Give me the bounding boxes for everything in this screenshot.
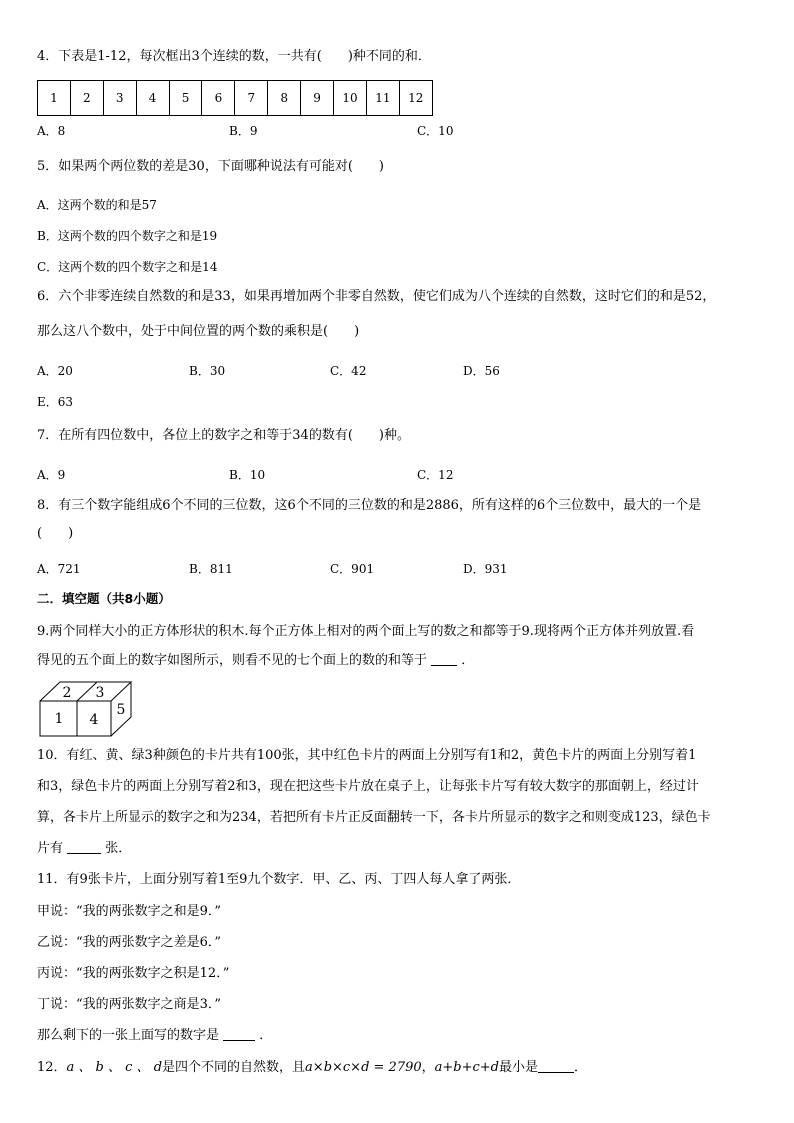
q12-vars: a 、 b 、 c 、 d [66,1060,163,1075]
q5-option-c: C．这两个数的四个数字之和是14 [37,260,218,274]
q5-stem: 5．如果两个两位数的差是30，下面哪种说法有可能对( ) [37,159,384,174]
q11-last-end: ． [259,1028,273,1043]
q6-option-c: C．42 [330,364,367,378]
q8-option-c: C．901 [330,562,375,576]
q11-yi: 乙说：“我的两张数字之差是6．” [37,935,222,950]
table-cell: 5 [169,81,202,116]
q7-stem: 7．在所有四位数中，各位上的数字之和等于34的数有( )种。 [37,428,410,443]
top-face-number: 2 [62,685,72,701]
q11-line-1: 11．有9张卡片，上面分别写着1至9九个数字．甲、乙、丙、丁四人每人拿了两张． [37,872,521,887]
q9-line-1: 9.两个同样大小的正方体形状的积木.每个正方体上相对的两个面上写的数之和都等于9.现将两个正方体并列放置.看 [37,624,695,639]
table-cell: 9 [301,81,334,116]
q7-option-b: B．10 [229,468,266,482]
q11-ding: 丁说：“我的两张数字之商是3．” [37,997,222,1012]
answer-blank[interactable] [67,840,101,854]
table-cell: 6 [202,81,235,116]
front-face-number: 1 [54,711,64,727]
table-cell: 12 [399,81,432,116]
answer-blank[interactable] [538,1059,574,1073]
q6-option-d: D．56 [463,364,500,378]
q8-option-a: A．721 [37,562,81,576]
q10-line-3: 算，各卡片上所显示的数字之和为234，若把所有卡片正反面翻转一下，各卡片所显示的数字之和则变成123，绿色卡 [37,810,711,825]
q7-option-a: A．9 [37,468,66,482]
q5-option-a: A．这两个数的和是57 [37,198,157,212]
table-cell: 4 [136,81,169,116]
table-cell: 10 [334,81,367,116]
side-face-number: 5 [116,702,126,718]
q6-line-2: 那么这八个数中，处于中间位置的两个数的乘积是( ) [37,324,360,339]
q6-option-e: E．63 [37,395,74,409]
q10-line-4-end: 张． [105,841,132,856]
q6-line-1: 6．六个非零连续自然数的和是33，如果再增加两个非零自然数，使它们成为八个连续的自然数，这时它们的和是52， [37,289,716,304]
answer-blank[interactable] [431,652,457,666]
q11-last-text: 那么剩下的一张上面写的数字是 [37,1028,220,1043]
table-cell: 8 [268,81,301,116]
q12-end2: ． [574,1060,588,1075]
table-cell: 2 [70,81,103,116]
section-title: 二．填空题（共8小题） [37,591,171,606]
q4-option-a: A．8 [37,124,66,138]
table-cell: 1 [38,81,71,116]
q4-stem: 4．下表是1-12，每次框出3个连续的数，一共有( )种不同的和． [37,49,431,64]
q4-option-b: B．9 [229,124,258,138]
table-cell: 7 [235,81,268,116]
table-cell: 3 [103,81,136,116]
q11-bing: 丙说：“我的两张数字之积是12．” [37,966,230,981]
q6-option-a: A．20 [37,364,73,378]
q12-product: a×b×c×d = 2790 [305,1060,422,1075]
q8-line-2: ( ) [37,526,74,541]
cube-figure [37,679,137,739]
answer-blank[interactable] [223,1027,255,1041]
q6-option-b: B．30 [189,364,226,378]
front-face-number: 4 [89,712,99,728]
q8-option-d: D．931 [463,562,508,576]
table-cell: 11 [366,81,399,116]
q9-line-2 [37,652,474,670]
q10-line-1: 10．有红、黄、绿3种颜色的卡片共有100张，其中红色卡片的两面上分别写有1和2，黄色卡片的两面上分别写着1 [37,748,697,763]
q10-line-2: 和3，绿色卡片的两面上分别写着2和3，现在把这些卡片放在桌子上，让每张卡片写有较大数字的那面朝上，经过计 [37,779,699,794]
q12-line [37,1059,587,1077]
top-face-number: 3 [95,685,105,701]
q5-option-b: B．这两个数的四个数字之和是19 [37,229,218,243]
q12-end: 最小是 [499,1060,539,1075]
q10-line-4 [37,840,131,858]
q9-line-2-text: 得见的五个面上的数字如图所示，则看不见的七个面上的数的和等于 [37,653,428,668]
q7-option-c: C．12 [417,468,454,482]
q10-line-4-start: 片有 [37,841,64,856]
q12-sum: a+b+c+d [434,1060,500,1075]
q11-jia: 甲说：“我的两张数字之和是9．” [37,904,222,919]
q8-option-b: B．811 [189,562,233,576]
q11-last [37,1027,272,1045]
q4-number-table [37,80,433,116]
q12-mid: 是四个不同的自然数，且 [162,1060,306,1075]
q9-line-2-end: ． [461,653,475,668]
q4-option-c: C．10 [417,124,454,138]
q8-line-1: 8．有三个数字能组成6个不同的三位数，这6个不同的三位数的和是2886，所有这样的6个三位数中，最大的一个是 [37,498,702,513]
q12-sep: ， [421,1060,435,1075]
q12-start: 12． [37,1060,67,1075]
